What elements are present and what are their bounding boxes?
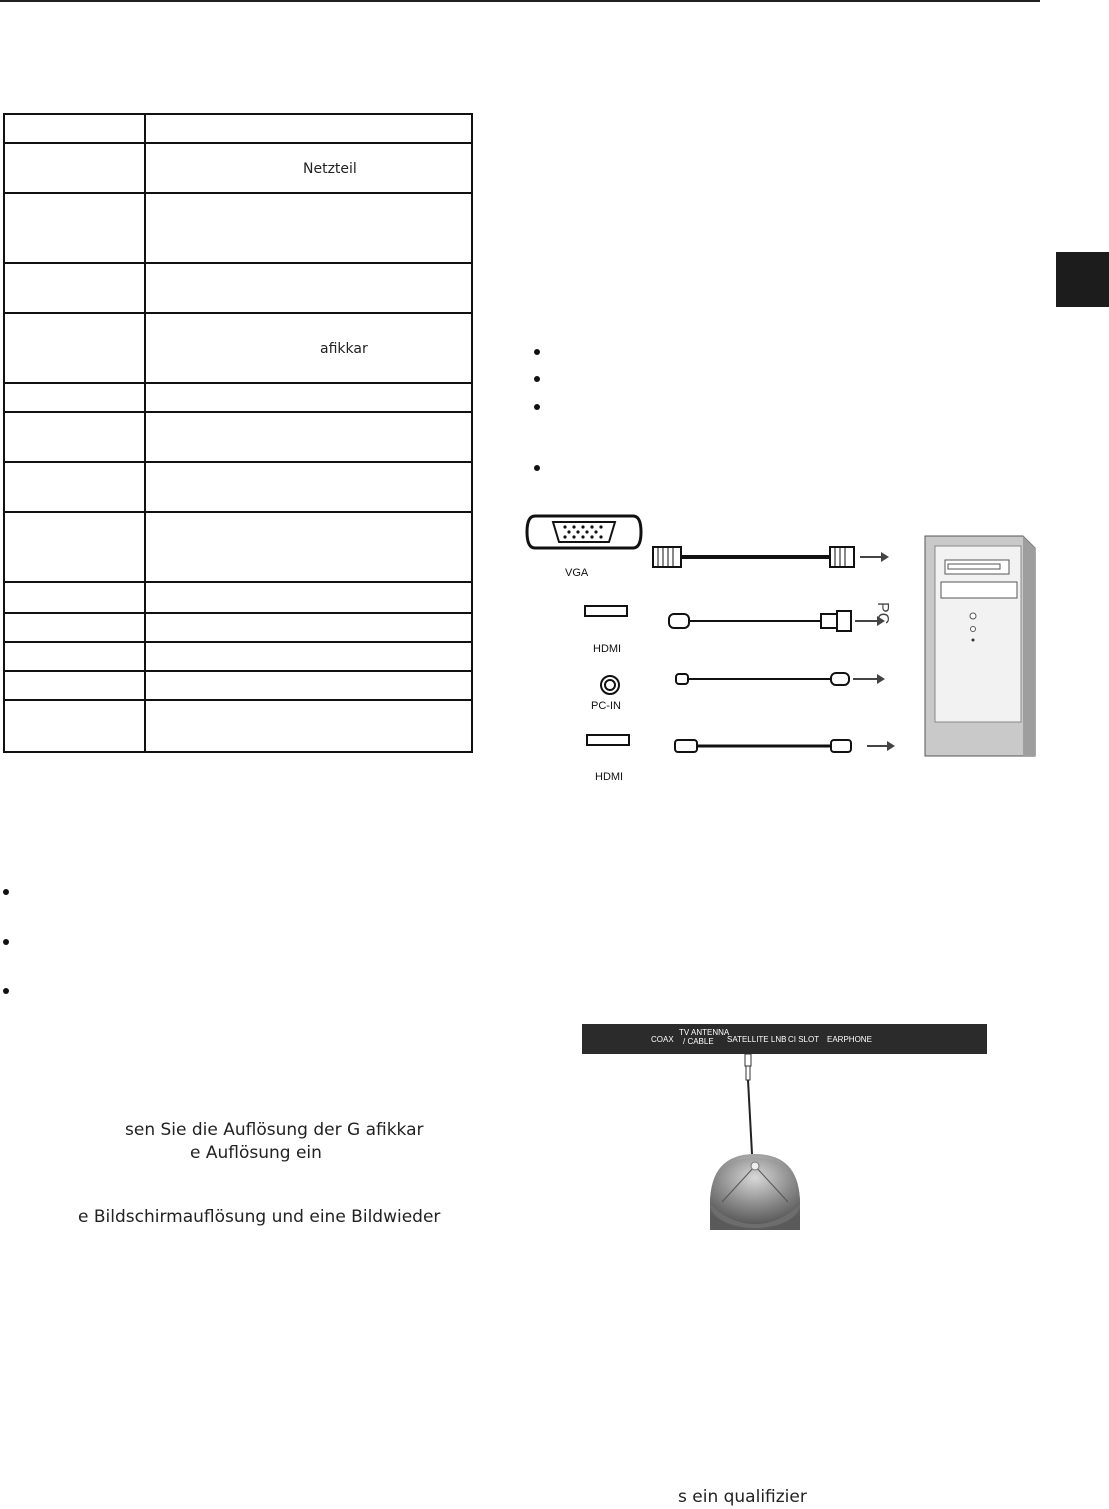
body-text-line: s ein qualifizier xyxy=(678,1487,807,1507)
body-text-line: e Auflösung ein xyxy=(190,1143,322,1163)
table-row xyxy=(5,513,471,583)
table-row xyxy=(5,672,471,701)
body-text-line: sen Sie die Auflösung der G afikkar xyxy=(125,1120,424,1140)
table-cell-text: Netzteil xyxy=(303,161,357,177)
indoor-antenna-icon xyxy=(700,1054,820,1234)
pc-connection-diagram xyxy=(525,510,1045,790)
audio-cable-icon xyxy=(676,673,885,685)
table-row xyxy=(5,144,471,194)
hdmi-cable-icon xyxy=(669,611,885,631)
troubleshooting-table xyxy=(3,113,473,753)
pc-tower-icon xyxy=(925,536,1035,756)
bullet-point xyxy=(3,939,9,945)
panel-label-satellite-lnb: SATELLITE LNB xyxy=(727,1035,787,1044)
pc-label: PC xyxy=(874,602,891,625)
table-row xyxy=(5,643,471,672)
vga-cable-icon xyxy=(653,547,889,567)
table-row xyxy=(5,115,471,144)
table-row xyxy=(5,194,471,264)
vga-port-label: VGA xyxy=(565,567,589,579)
table-cell-text: afikkar xyxy=(320,341,368,357)
panel-label-tv-antenna: TV ANTENNA xyxy=(679,1028,730,1037)
table-row xyxy=(5,463,471,513)
bullet-point xyxy=(3,988,9,994)
hdmi-port-label: HDMI xyxy=(595,771,624,783)
body-text-line: e Bildschirmauflösung und eine Bildwieder xyxy=(78,1207,441,1227)
table-row xyxy=(5,384,471,413)
table-row xyxy=(5,264,471,314)
hdmi-port-label: HDMI xyxy=(593,643,622,655)
audio-port-icon xyxy=(601,676,619,694)
table-row xyxy=(5,314,471,384)
panel-label-ci-slot: CI SLOT xyxy=(788,1035,820,1044)
antenna-connection xyxy=(700,1054,820,1234)
vga-port-icon xyxy=(527,516,641,548)
bullet-point xyxy=(534,349,540,355)
hdmi-port-icon xyxy=(586,734,630,746)
bullet-point xyxy=(534,404,540,410)
bullet-point xyxy=(3,889,9,895)
table-row xyxy=(5,583,471,614)
hdmi-port-icon xyxy=(584,605,628,617)
panel-label-earphone: EARPHONE xyxy=(827,1035,872,1044)
table-row xyxy=(5,701,471,751)
table-row xyxy=(5,413,471,463)
top-rule xyxy=(0,0,1040,2)
hdmi-cable-icon xyxy=(675,740,895,752)
panel-label-cable: / CABLE xyxy=(683,1037,714,1046)
chapter-tab xyxy=(1056,252,1109,307)
pc-in-port-label: PC-IN xyxy=(591,700,621,712)
tv-port-panel xyxy=(582,1024,987,1054)
bullet-point xyxy=(534,376,540,382)
bullet-point xyxy=(534,465,540,471)
panel-label-coax: COAX xyxy=(651,1035,674,1044)
table-row xyxy=(5,614,471,643)
